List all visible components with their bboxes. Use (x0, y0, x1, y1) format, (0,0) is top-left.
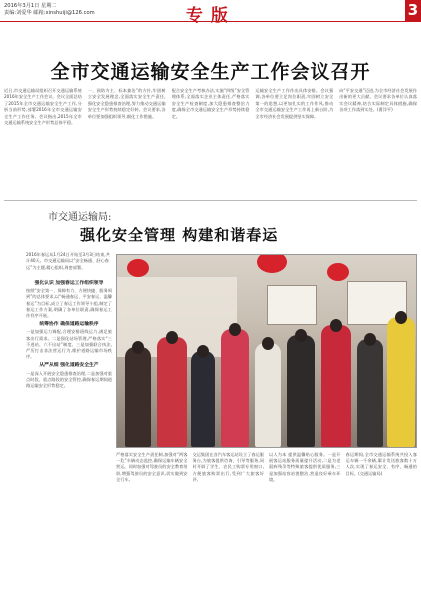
passenger-figure (387, 317, 415, 447)
feature-title: 强化安全管理 构建和谐春运 (80, 226, 279, 244)
passenger-head (295, 329, 307, 342)
passenger-figure (255, 343, 281, 447)
feature-column: 春运期间,全市交通运输系统共投入客运车辆一千余辆,累计发送旅客数十万人次,实现了春运安全、有序、畅通的目标。(交通运输局) (345, 452, 417, 476)
subsection-heading: 从严从细 强化道路安全生产 (39, 363, 99, 369)
passenger-head (330, 319, 342, 332)
feature-column: 交运集团在各汽车客运站设立了春运服务台,为旅客提供咨询、引导等服务,同时开辟了学生、农民工购票专用窗口,方便旅客购票出行,受到广大旅客好评。 (192, 452, 264, 482)
feature-bottom-columns (116, 452, 417, 598)
feature-left-column (26, 278, 112, 596)
passenger-head (166, 331, 178, 344)
passenger-head (395, 311, 407, 324)
subsection-text: 按照“安全第一、保障有力、方便快捷、服务周到”的总体要求,以“畅通春运、平安春运、温馨春运”为目标,成立了春运工作领导小组,制定了春运工作方案,明确了各单位职责,确保春运工作有序开展。 (26, 288, 112, 319)
passenger-head (197, 345, 209, 358)
top-article-column: 近日,市交通运输局组织召开交通运输系统2016年安全生产工作会议。会议全面总结了2015年全市交通运输安全生产工作,分析当前形势,部署2016年全市交通运输安全生产工作任务。会议指出,2015年全市交通运输系统安全生产形势总体平稳。 (4, 88, 82, 126)
main-headline: 全市交通运输安全生产工作会议召开 (50, 61, 371, 83)
passenger-figure (157, 337, 187, 447)
passenger-figure (125, 347, 151, 447)
passenger-figure (287, 335, 315, 447)
passenger-head (229, 323, 241, 336)
feature-kicker: 市交通运输局: (48, 212, 112, 223)
page-header (0, 0, 421, 26)
issue-info (4, 3, 164, 17)
top-article (4, 88, 417, 196)
passenger-figure (357, 339, 383, 447)
red-lantern-icon (327, 263, 349, 281)
top-article-column: 运输安全生产工作作出具体安排。会议强调,各单位要立足岗位职责,牢固树立安全第一的思想,以更加扎实的工作作风,推动全市交通运输安全生产工作再上新台阶,为全市经济社会发展提供坚实保障。 (255, 88, 334, 119)
subsection-text: 一是深入开展安全隐患排查治理,二是加强对重点时段、重点路段的安全管控,确保春运期间道路运输安全形势稳定。 (26, 370, 112, 389)
red-lantern-icon (257, 254, 287, 273)
top-article-column: 向“平安交通”迈进,为全市经济社会发展作出新的更大贡献。会议要求各单位认真落实会议精神,结合实际制定具体措施,确保各项工作落到实处。(曹洋平) (339, 88, 417, 113)
feature-column: 严格落实安全生产责任制,加强对“两客一危”车辆动态监控,确保运输车辆安全营运。同时加强对驾驶员的安全教育培训,增强驾驶员的安全意识,切实做到安全行车。 (116, 452, 188, 482)
page-number: 3 (405, 0, 421, 21)
subsection-heading: 强化认识 加强春运工作组织领导 (34, 281, 104, 286)
passenger-figure (321, 325, 351, 447)
photo-window (267, 285, 317, 325)
editor-info: 责编:刘爱华 邮箱:xinshuiji@126.com (4, 10, 95, 16)
passenger-figure (221, 329, 249, 447)
subsection-text: 一是加强运力调配,合理安排班线运力,满足旅客出行需求。二是强化站场管理,严格落实“三不进站、六不出站”制度。三是加强联合执法,严厉打击非法营运行为,维护道路运输市场秩序。 (26, 329, 112, 360)
top-article-column: 一、预防为主、标本兼治”的方针,牢固树立安全发展理念,全面落实安全生产责任,强化安全隐患排查治理,努力推动交通运输安全生产形势持续稳定好转。会议要求,各单位要加强组织领导,细化工作措施。 (87, 88, 166, 119)
red-lantern-icon (127, 259, 149, 277)
passenger-head (364, 333, 376, 346)
passenger-head (132, 341, 144, 354)
news-photo (116, 254, 417, 448)
feature-lead: 2016年春运从1月24日开始至3月3日结束,共计40天。市交通运输局以“安全畅通、舒心春运”为主题,精心组织,周密部署。 (26, 252, 110, 270)
top-article-column: 配合安全生产考核办法,实施“四级”安全管理体系,全面落实企业主体责任,严格落实安全生产检查制度,加大隐患排查整治力度,确保全市交通运输安全生产形势持续稳定。 (171, 88, 250, 119)
section-title: 专版 (186, 6, 236, 26)
passenger-figure (191, 351, 215, 447)
passenger-head (262, 337, 274, 350)
feature-column: 以人为本 提供温馨贴心服务。一是开展客运站服务质量提升活动,二是为老弱病残孕等特殊旅客提供优质服务,三是加强站容站貌整治,营造良好乘车环境。 (269, 452, 341, 482)
issue-date: 2016年3月1日 星期二 (4, 3, 57, 9)
subsection-heading: 统筹协作 确保道路运输秩序 (39, 322, 99, 328)
section-divider (4, 200, 417, 201)
